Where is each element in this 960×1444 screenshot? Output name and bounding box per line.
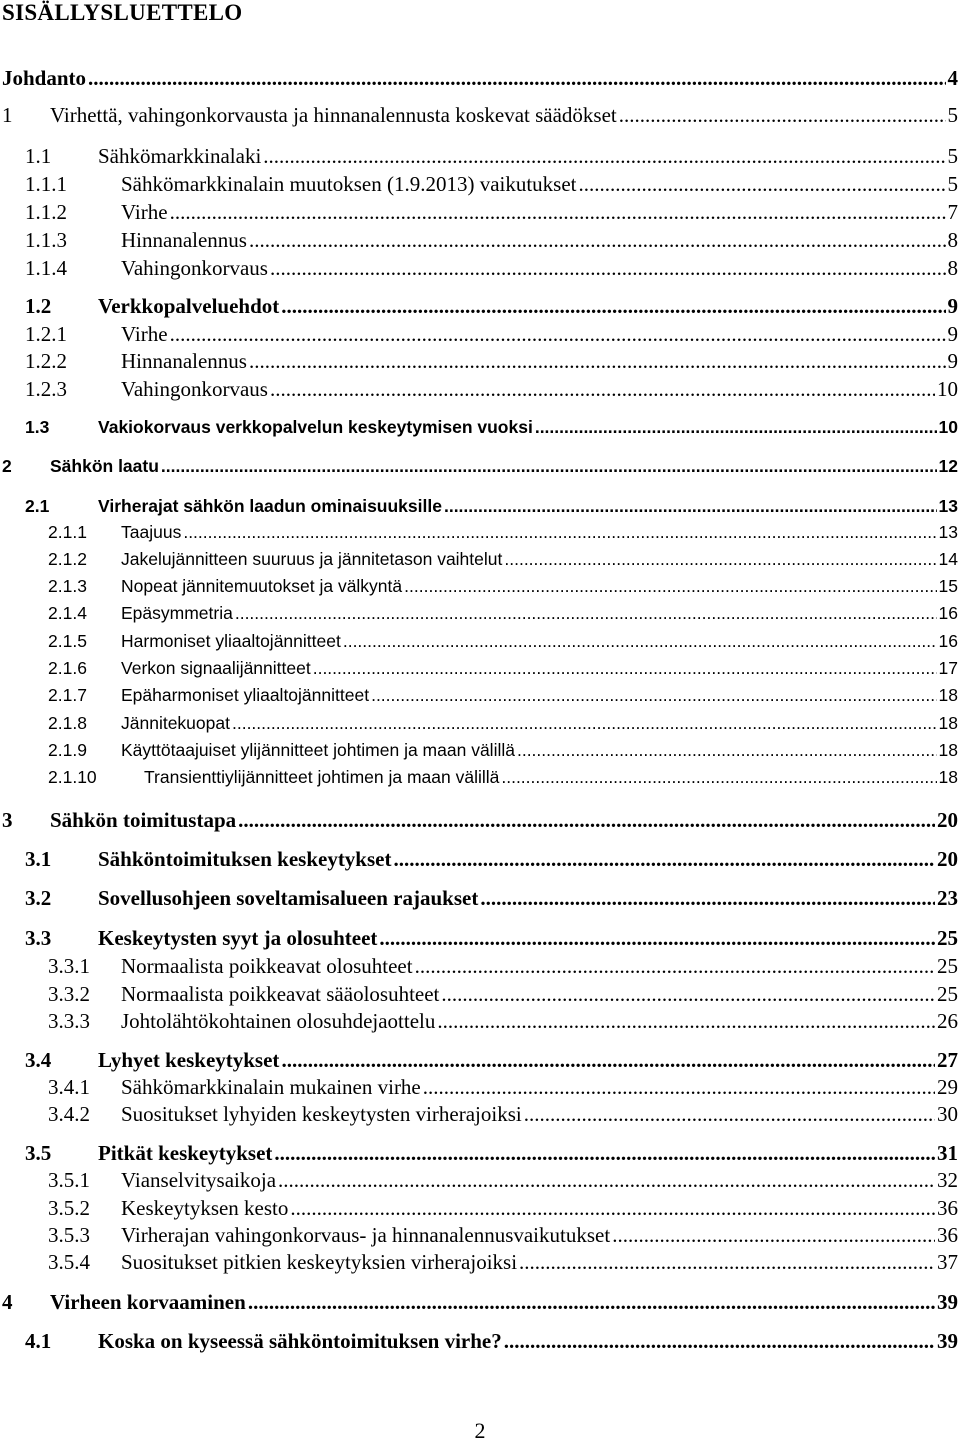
toc-entry-number: 2.1.4 bbox=[48, 603, 87, 623]
toc-entry-title: Virhettä, vahingonkorvausta ja hinnanalennusta koskevat säädökset bbox=[50, 103, 617, 127]
toc-entry-number: 3.5.1 bbox=[48, 1168, 90, 1192]
toc-entry-title: Suositukset pitkien keskeytyksien virherajoiksi bbox=[121, 1250, 518, 1274]
toc-entry-title: Verkkopalveluehdot bbox=[98, 294, 280, 318]
toc-entry[interactable] bbox=[0, 1168, 958, 1194]
toc-entry[interactable] bbox=[0, 496, 958, 522]
toc-dot-leader bbox=[274, 1141, 935, 1166]
toc-entry-page: 7 bbox=[947, 200, 958, 224]
toc-entry[interactable] bbox=[0, 713, 958, 739]
toc-dot-leader bbox=[232, 713, 937, 734]
toc-dot-leader bbox=[441, 982, 935, 1007]
toc-entry[interactable] bbox=[0, 322, 958, 348]
toc-entry[interactable] bbox=[0, 1141, 958, 1167]
toc-entry-page: 9 bbox=[947, 322, 958, 346]
toc-entry[interactable] bbox=[0, 417, 958, 443]
toc-entry-page: 25 bbox=[937, 954, 958, 978]
toc-entry-number: 3.5.2 bbox=[48, 1196, 90, 1220]
toc-entry-page: 5 bbox=[947, 144, 958, 168]
toc-entry-page: 39 bbox=[937, 1290, 958, 1314]
toc-entry-page: 17 bbox=[938, 658, 958, 678]
toc-dot-leader bbox=[504, 549, 936, 570]
toc-dot-leader bbox=[619, 103, 946, 128]
toc-entry-number: 1.2.3 bbox=[25, 377, 67, 401]
toc-dot-leader bbox=[535, 417, 937, 438]
toc-dot-leader bbox=[480, 886, 935, 911]
toc-entry-number: 2.1.10 bbox=[48, 767, 97, 787]
toc-entry-title: Keskeytyksen kesto bbox=[121, 1196, 289, 1220]
toc-entry-number: 2 bbox=[2, 456, 12, 476]
toc-dot-leader bbox=[371, 685, 936, 706]
toc-entry-page: 18 bbox=[938, 685, 958, 705]
toc-entry-page: 25 bbox=[937, 982, 958, 1006]
toc-entry[interactable] bbox=[0, 549, 958, 575]
toc-entry-page: 25 bbox=[937, 926, 958, 950]
toc-entry-title: Koska on kyseessä sähköntoimituksen virhe? bbox=[98, 1329, 502, 1353]
toc-entry-number: 3 bbox=[2, 808, 13, 832]
toc-entry-page: 37 bbox=[937, 1250, 958, 1274]
toc-entry-title: Keskeytysten syyt ja olosuhteet bbox=[98, 926, 378, 950]
toc-entry-number: 3.4 bbox=[25, 1048, 52, 1072]
toc-entry-page: 10 bbox=[937, 377, 958, 401]
toc-dot-leader bbox=[88, 66, 945, 91]
toc-entry[interactable] bbox=[0, 954, 958, 980]
toc-dot-leader bbox=[379, 926, 935, 951]
toc-entry-number: 3.2 bbox=[25, 886, 52, 910]
toc-entry-title: Normaalista poikkeavat olosuhteet bbox=[121, 954, 413, 978]
page-number: 2 bbox=[474, 1418, 486, 1443]
toc-entry-number: 1 bbox=[2, 103, 13, 127]
toc-entry-page: 9 bbox=[947, 349, 958, 373]
toc-entry-title: Hinnanalennus bbox=[121, 228, 247, 252]
toc-entry-title: Sähkömarkkinalain mukainen virhe bbox=[121, 1075, 421, 1099]
toc-entry-page: 18 bbox=[938, 767, 958, 787]
toc-entry-number: 1.1 bbox=[25, 144, 52, 168]
toc-entry-title: Normaalista poikkeavat sääolosuhteet bbox=[121, 982, 440, 1006]
toc-entry-page: 16 bbox=[938, 631, 958, 651]
toc-entry-number: 1.3 bbox=[25, 417, 50, 437]
toc-entry-page: 14 bbox=[938, 549, 958, 569]
toc-entry-title: Taajuus bbox=[121, 522, 182, 542]
toc-dot-leader bbox=[270, 377, 935, 402]
toc-entry[interactable] bbox=[0, 982, 958, 1008]
toc-dot-leader bbox=[290, 1196, 935, 1221]
toc-dot-leader bbox=[248, 1290, 935, 1315]
toc-dot-leader bbox=[235, 603, 937, 624]
toc-dot-leader bbox=[504, 1329, 935, 1354]
toc-entry-title: Sovellusohjeen soveltamisalueen rajaukset bbox=[98, 886, 479, 910]
toc-entry-number: 1.2.2 bbox=[25, 349, 67, 373]
toc-entry-page: 27 bbox=[937, 1048, 958, 1072]
toc-entry[interactable] bbox=[0, 1223, 958, 1249]
toc-entry-title: Vianselvitysaikoja bbox=[121, 1168, 277, 1192]
toc-entry-number: 1.2.1 bbox=[25, 322, 67, 346]
toc-entry-title: Sähkömarkkinalain muutoksen (1.9.2013) vaikutukset bbox=[121, 172, 577, 196]
toc-entry[interactable] bbox=[0, 377, 958, 403]
toc-entry-number: 2.1.3 bbox=[48, 576, 87, 596]
toc-dot-leader bbox=[270, 256, 946, 281]
toc-entry[interactable] bbox=[0, 603, 958, 629]
toc-entry-page: 30 bbox=[937, 1102, 958, 1126]
toc-entry-number: 1.2 bbox=[25, 294, 52, 318]
toc-entry[interactable] bbox=[0, 658, 958, 684]
toc-entry-title: Epäharmoniset yliaaltojännitteet bbox=[121, 685, 370, 705]
toc-entry-page: 5 bbox=[947, 172, 958, 196]
toc-entry-title: Virheen korvaaminen bbox=[50, 1290, 246, 1314]
toc-entry[interactable] bbox=[0, 1102, 958, 1128]
toc-entry[interactable] bbox=[0, 349, 958, 375]
toc-dot-leader bbox=[170, 200, 946, 225]
toc-dot-leader bbox=[404, 576, 936, 597]
toc-entry[interactable] bbox=[0, 103, 958, 129]
toc-entry-number: 2.1.8 bbox=[48, 713, 87, 733]
toc-entry[interactable] bbox=[0, 847, 958, 873]
toc-entry-page: 10 bbox=[938, 417, 958, 437]
toc-entry-number: 3.3.1 bbox=[48, 954, 90, 978]
toc-entry-title: Jännitekuopat bbox=[121, 713, 230, 733]
toc-entry-number: 3.4.1 bbox=[48, 1075, 90, 1099]
toc-entry-number: 1.1.4 bbox=[25, 256, 67, 280]
toc-entry[interactable] bbox=[0, 66, 958, 92]
toc-entry-page: 20 bbox=[937, 847, 958, 871]
toc-entry[interactable] bbox=[0, 256, 958, 282]
toc-dot-leader bbox=[263, 144, 945, 169]
toc-entry-page: 8 bbox=[947, 228, 958, 252]
toc-entry[interactable] bbox=[0, 144, 958, 170]
toc-entry-title: Jakelujännitteen suuruus ja jännitetason vaihtelut bbox=[121, 549, 503, 569]
toc-entry-title: Vakiokorvaus verkkopalvelun keskeytymisen vuoksi bbox=[98, 417, 533, 437]
toc-entry-number: 4 bbox=[2, 1290, 13, 1314]
toc-entry[interactable] bbox=[0, 1009, 958, 1035]
toc-entry[interactable] bbox=[0, 631, 958, 657]
toc-entry-title: Nopeat jännitemuutokset ja välkyntä bbox=[121, 576, 403, 596]
toc-dot-leader bbox=[444, 496, 937, 517]
toc-dot-leader bbox=[415, 954, 935, 979]
toc-entry-title: Harmoniset yliaaltojännitteet bbox=[121, 631, 341, 651]
toc-dot-leader bbox=[437, 1009, 935, 1034]
toc-entry-number: 2.1.1 bbox=[48, 522, 87, 542]
toc-entry-page: 36 bbox=[937, 1196, 958, 1220]
toc-entry-title: Lyhyet keskeytykset bbox=[98, 1048, 280, 1072]
toc-entry-number: 3.3 bbox=[25, 926, 52, 950]
toc-dot-leader bbox=[343, 631, 937, 652]
toc-entry-number: 2.1 bbox=[25, 496, 50, 516]
toc-entry-page: 31 bbox=[937, 1141, 958, 1165]
toc-entry-page: 39 bbox=[937, 1329, 958, 1353]
toc-entry[interactable] bbox=[0, 522, 958, 548]
toc-entry-number: 1.1.1 bbox=[25, 172, 67, 196]
toc-entry-title: Virhe bbox=[121, 322, 168, 346]
toc-entry-number: 3.5.4 bbox=[48, 1250, 90, 1274]
toc-dot-leader bbox=[278, 1168, 935, 1193]
toc-entry-page: 13 bbox=[938, 522, 958, 542]
toc-entry-number: 2.1.7 bbox=[48, 685, 87, 705]
toc-entry-page: 23 bbox=[937, 886, 958, 910]
toc-entry-page: 8 bbox=[947, 256, 958, 280]
toc-dot-leader bbox=[249, 228, 946, 253]
toc-entry-number: 3.1 bbox=[25, 847, 52, 871]
toc-heading: SISÄLLYSLUETTELO bbox=[2, 0, 243, 25]
toc-dot-leader bbox=[281, 294, 945, 319]
toc-entry-page: 18 bbox=[938, 740, 958, 760]
toc-entry-page: 18 bbox=[938, 713, 958, 733]
toc-entry-title: Käyttötaajuiset ylijännitteet johtimen ja maan välillä bbox=[121, 740, 515, 760]
toc-entry[interactable] bbox=[0, 172, 958, 198]
toc-entry[interactable] bbox=[0, 1250, 958, 1276]
toc-entry-number: 1.1.3 bbox=[25, 228, 67, 252]
toc-entry-title: Sähkömarkkinalaki bbox=[98, 144, 262, 168]
toc-dot-leader bbox=[281, 1048, 935, 1073]
toc-dot-leader bbox=[238, 808, 935, 833]
toc-dot-leader bbox=[249, 349, 946, 374]
toc-entry-number: 1.1.2 bbox=[25, 200, 67, 224]
toc-entry-page: 5 bbox=[947, 103, 958, 127]
toc-entry-title: Verkon signaalijännitteet bbox=[121, 658, 311, 678]
toc-entry[interactable] bbox=[0, 685, 958, 711]
toc-entry-title: Hinnanalennus bbox=[121, 349, 247, 373]
toc-dot-leader bbox=[501, 767, 936, 788]
toc-entry[interactable] bbox=[0, 228, 958, 254]
toc-dot-leader bbox=[313, 658, 937, 679]
toc-entry-page: 16 bbox=[938, 603, 958, 623]
toc-entry-number: 2.1.2 bbox=[48, 549, 87, 569]
toc-entry-number: 3.5.3 bbox=[48, 1223, 90, 1247]
toc-entry[interactable] bbox=[0, 1329, 958, 1355]
toc-entry-title: Pitkät keskeytykset bbox=[98, 1141, 273, 1165]
toc-entry-page: 4 bbox=[947, 66, 958, 90]
toc-entry[interactable] bbox=[0, 576, 958, 602]
toc-entry[interactable] bbox=[0, 294, 958, 320]
toc-entry-page: 36 bbox=[937, 1223, 958, 1247]
toc-entry-number: 2.1.6 bbox=[48, 658, 87, 678]
toc-entry-page: 29 bbox=[937, 1075, 958, 1099]
toc-entry-title: Vahingonkorvaus bbox=[121, 377, 268, 401]
toc-dot-leader bbox=[524, 1102, 935, 1127]
toc-dot-leader bbox=[579, 172, 946, 197]
toc-dot-leader bbox=[423, 1075, 935, 1100]
toc-dot-leader bbox=[161, 456, 937, 477]
toc-entry-title: Virherajan vahingonkorvaus- ja hinnanalennusvaikutukset bbox=[121, 1223, 611, 1247]
toc-entry-page: 20 bbox=[937, 808, 958, 832]
toc-entry-title: Johdanto bbox=[2, 66, 87, 90]
toc-entry[interactable] bbox=[0, 1196, 958, 1222]
toc-entry[interactable] bbox=[0, 740, 958, 766]
toc-entry-number: 3.3.2 bbox=[48, 982, 90, 1006]
toc-dot-leader bbox=[183, 522, 936, 543]
toc-entry[interactable] bbox=[0, 456, 958, 482]
toc-entry-number: 3.4.2 bbox=[48, 1102, 90, 1126]
toc-entry-page: 26 bbox=[937, 1009, 958, 1033]
toc-entry[interactable] bbox=[0, 926, 958, 952]
toc-entry[interactable] bbox=[0, 1290, 958, 1316]
toc-entry[interactable] bbox=[0, 767, 958, 793]
toc-entry[interactable] bbox=[0, 1048, 958, 1074]
toc-entry-page: 32 bbox=[937, 1168, 958, 1192]
toc-entry-number: 3.5 bbox=[25, 1141, 52, 1165]
toc-entry[interactable] bbox=[0, 1075, 958, 1101]
toc-entry-title: Johtolähtökohtainen olosuhdejaottelu bbox=[121, 1009, 436, 1033]
toc-entry-title: Sähkön laatu bbox=[50, 456, 159, 476]
toc-entry[interactable] bbox=[0, 886, 958, 912]
toc-entry-number: 3.3.3 bbox=[48, 1009, 90, 1033]
toc-entry-title: Sähköntoimituksen keskeytykset bbox=[98, 847, 392, 871]
toc-dot-leader bbox=[517, 740, 937, 761]
toc-entry-title: Sähkön toimitustapa bbox=[50, 808, 237, 832]
toc-entry[interactable] bbox=[0, 200, 958, 226]
toc-dot-leader bbox=[612, 1223, 935, 1248]
toc-entry-number: 4.1 bbox=[25, 1329, 52, 1353]
toc-entry-title: Virhe bbox=[121, 200, 168, 224]
toc-entry-title: Suositukset lyhyiden keskeytysten virherajoiksi bbox=[121, 1102, 522, 1126]
toc-entry-title: Vahingonkorvaus bbox=[121, 256, 268, 280]
toc-dot-leader bbox=[393, 847, 935, 872]
toc-entry[interactable] bbox=[0, 808, 958, 834]
toc-entry-title: Epäsymmetria bbox=[121, 603, 233, 623]
toc-entry-number: 2.1.5 bbox=[48, 631, 87, 651]
toc-dot-leader bbox=[519, 1250, 935, 1275]
toc-entry-page: 12 bbox=[938, 456, 958, 476]
toc-dot-leader bbox=[170, 322, 946, 347]
toc-entry-title: Virherajat sähkön laadun ominaisuuksille bbox=[98, 496, 442, 516]
toc-entry-page: 9 bbox=[947, 294, 958, 318]
toc-entry-title: Transienttiylijännitteet johtimen ja maan välillä bbox=[144, 767, 500, 787]
toc-entry-number: 2.1.9 bbox=[48, 740, 87, 760]
toc-entry-page: 13 bbox=[938, 496, 958, 516]
toc-entry-page: 15 bbox=[938, 576, 958, 596]
